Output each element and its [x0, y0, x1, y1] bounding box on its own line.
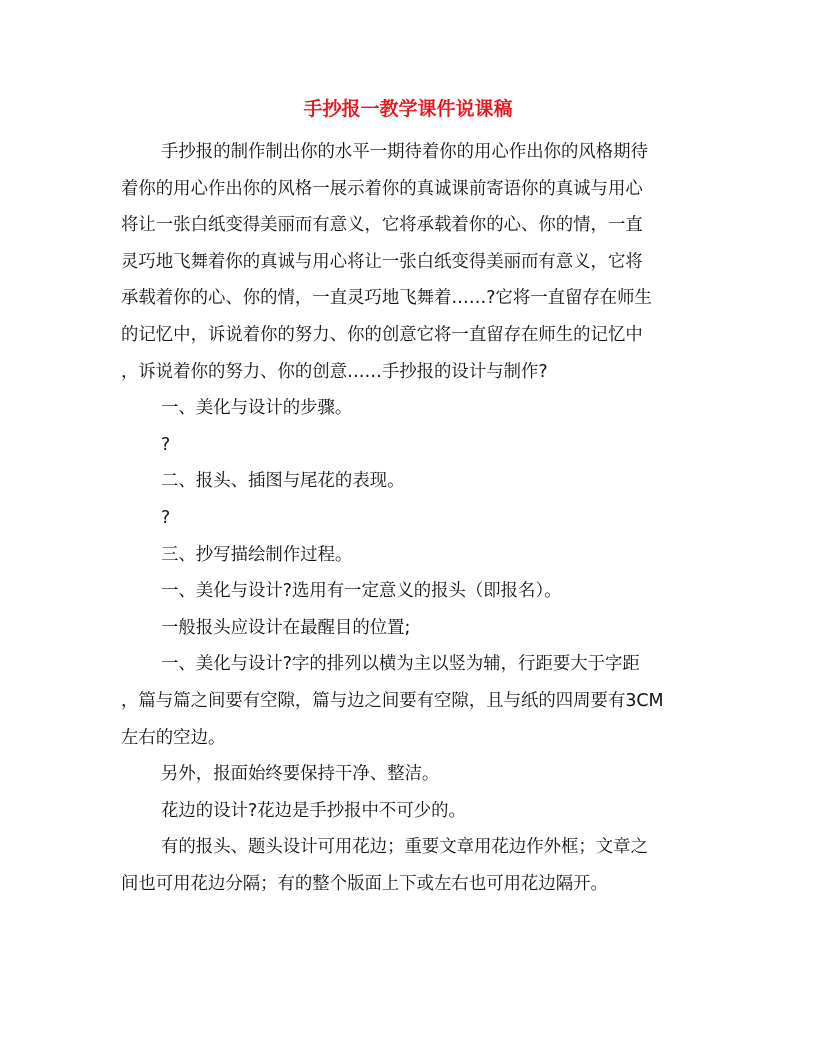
text-line: 承载着你的心、你的情，一直灵巧地飞舞着……?它将一直留存在师生 [121, 288, 652, 309]
paragraph [121, 134, 693, 390]
paragraph [121, 427, 693, 464]
text-line: 一、美化与设计的步骤。 [161, 398, 353, 419]
text-line: 灵巧地飞舞着你的真诚与用心将让一张白纸变得美丽而有意义，它将 [121, 251, 643, 272]
text-line: 一、美化与设计?选用有一定意义的报头（即报名）。 [161, 581, 562, 602]
text-line: ? [161, 434, 171, 455]
text-line: 将让一张白纸变得美丽而有意义，它将承载着你的心、你的情，一直 [121, 215, 643, 236]
paragraph [121, 573, 693, 610]
text-line: 着你的用心作出你的风格一展示着你的真诚课前寄语你的真诚与用心 [121, 178, 643, 199]
text-line: ，篇与篇之间要有空隙，篇与边之间要有空隙，且与纸的四周要有3CM [121, 690, 664, 711]
paragraph [121, 610, 693, 647]
text-line: 手抄报的制作制出你的水平一期待着你的用心作出你的风格期待 [161, 142, 648, 162]
text-line: ，诉说着你的努力、你的创意……手抄报的设计与制作? [121, 361, 548, 382]
text-line: 左右的空边。 [121, 727, 226, 748]
paragraph [121, 646, 693, 756]
text-line: ? [161, 507, 171, 528]
document-body [121, 134, 693, 902]
text-line: 有的报头、题头设计可用花边；重要文章用花边作外框；文章之 [161, 837, 648, 858]
text-line: 三、抄写描绘制作过程。 [161, 544, 353, 565]
paragraph [121, 793, 693, 830]
text-line: 一、美化与设计?字的排列以横为主以竖为辅，行距要大于字距 [161, 654, 640, 675]
paragraph [121, 500, 693, 537]
text-line: 花边的设计?花边是手抄报中不可少的。 [161, 800, 466, 821]
text-line: 二、报头、插图与尾花的表现。 [161, 471, 405, 492]
text-line: 另外，报面始终要保持干净、整洁。 [161, 764, 440, 785]
paragraph [121, 829, 693, 902]
paragraph [121, 756, 693, 793]
text-line: 间也可用花边分隔；有的整个版面上下或左右也可用花边隔开。 [121, 873, 608, 894]
text-line: 的记忆中，诉说着你的努力、你的创意它将一直留存在师生的记忆中 [121, 324, 643, 345]
document-title: 手抄报一教学课件说课稿 [303, 98, 513, 120]
paragraph [121, 537, 693, 574]
paragraph [121, 390, 693, 427]
paragraph [121, 463, 693, 500]
text-line: 一般报头应设计在最醒目的位置; [161, 617, 411, 638]
